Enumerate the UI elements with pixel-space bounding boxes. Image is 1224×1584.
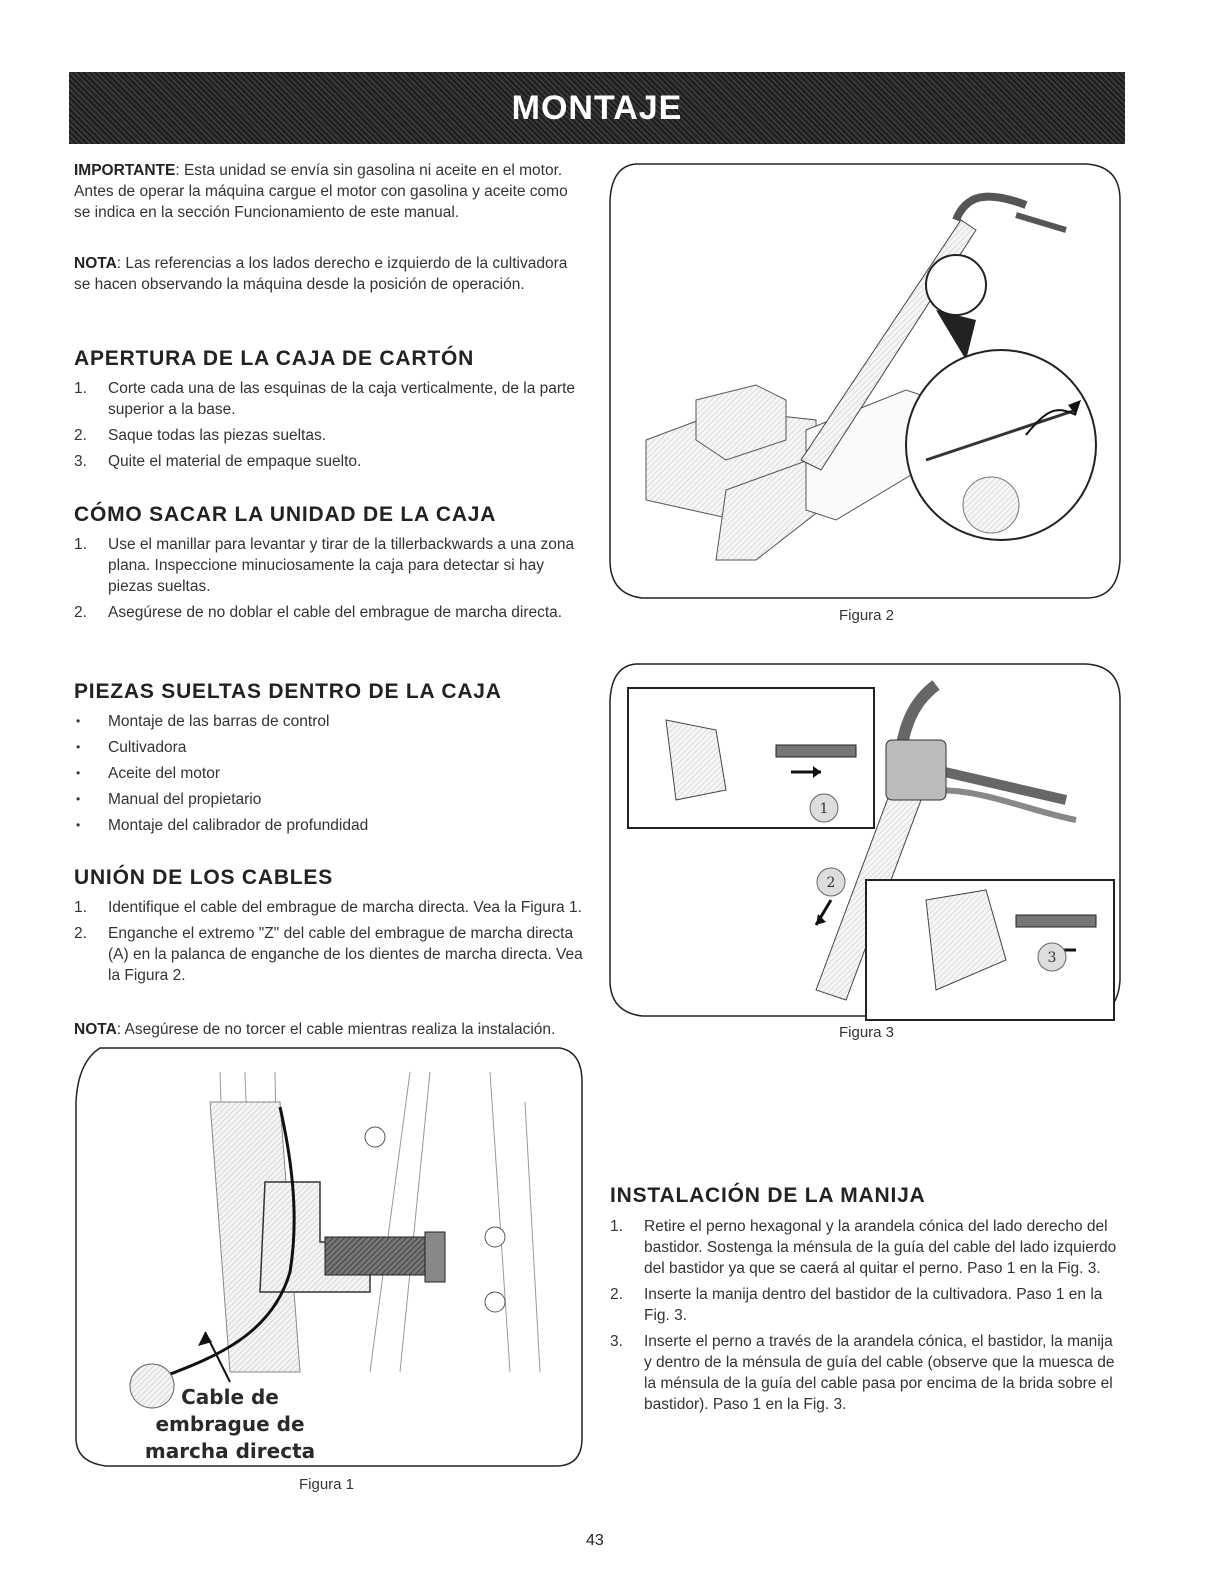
list-item	[72, 897, 587, 918]
item-text: Manual del propietario	[108, 791, 262, 808]
bullet: •	[76, 818, 81, 832]
figure-3-illustration	[606, 660, 1126, 1022]
figure-2-caption: Figura 2	[839, 607, 895, 624]
item-text: Retire el perno hexagonal y la arandela cónica del lado derecho del bastidor. Sostenga la ménsula de la guía del cable del lado izquierdo del bastidor ya que se caerá al quitar el perno. Paso 1 en la Fig. 3.	[644, 1218, 1117, 1277]
item-number: 1.	[74, 536, 87, 553]
heading-union: UNIÓN DE LOS CABLES	[74, 866, 334, 889]
section-banner	[69, 72, 1125, 144]
important-text: : Esta unidad se envía sin gasolina ni aceite en el motor. Antes de operar la máquina cargue el motor con gasolina y aceite como se indica en la sección Funcionamiento de este manual.	[74, 162, 568, 221]
figure-3-caption: Figura 3	[839, 1024, 895, 1041]
list-item	[72, 425, 582, 446]
list-apertura	[72, 378, 582, 477]
item-text: Saque todas las piezas sueltas.	[108, 427, 326, 444]
item-number: 1.	[74, 380, 87, 397]
item-number: 2.	[610, 1286, 623, 1303]
page-number: 43	[586, 1532, 604, 1549]
item-text: Inserte el perno a través de la arandela cónica, el bastidor, la manija y dentro de la ménsula de guía del cable (observe que la muesca de la ménsula de la guía del cable pasa por encima de la brida sobre el bastidor). Paso 1 en la Fig. 3.	[644, 1333, 1115, 1413]
list-item	[72, 763, 582, 784]
step-1-label: 1	[819, 801, 829, 817]
list-item	[72, 923, 587, 986]
step-3-label: 3	[1047, 950, 1057, 966]
important-label: IMPORTANTE	[74, 162, 176, 179]
note-text: : Las referencias a los lados derecho e izquierdo de la cultivadora se hacen observando la máquina desde la posición de operación.	[74, 255, 568, 293]
list-item	[72, 815, 582, 836]
list-piezas	[72, 711, 582, 841]
intro-important	[74, 160, 584, 223]
figure-1-caption: Figura 1	[299, 1476, 355, 1493]
item-number: 3.	[74, 453, 87, 470]
note-label: NOTA	[74, 255, 117, 272]
list-item	[72, 789, 582, 810]
item-number: 3.	[610, 1333, 623, 1350]
item-text: Identifique el cable del embrague de marcha directa. Vea la Figura 1.	[108, 899, 582, 916]
label-line: Cable de	[181, 1385, 279, 1409]
note-label: NOTA	[74, 1021, 117, 1038]
bullet: •	[76, 740, 81, 754]
item-text: Enganche el extremo "Z" del cable del embrague de marcha directa (A) en la palanca de enganche de los dientes de marcha directa. Vea la Figura 2.	[108, 925, 583, 984]
item-text: Montaje del calibrador de profundidad	[108, 817, 369, 834]
heading-piezas: PIEZAS SUELTAS DENTRO DE LA CAJA	[74, 680, 502, 703]
list-item	[72, 378, 582, 420]
banner-title: MONTAJE	[511, 88, 683, 127]
item-text: Corte cada una de las esquinas de la caja verticalmente, de la parte superior a la base.	[108, 380, 576, 418]
item-number: 1.	[610, 1218, 623, 1235]
item-number: 2.	[74, 604, 87, 621]
label-line: embrague de	[155, 1412, 305, 1436]
figure-2-illustration	[606, 160, 1126, 602]
list-item	[72, 602, 582, 623]
item-number: 1.	[74, 899, 87, 916]
step-2-label: 2	[826, 875, 836, 891]
list-item	[72, 737, 582, 758]
list-item	[72, 534, 582, 597]
figure-1-label	[140, 1384, 320, 1465]
intro-note	[74, 253, 584, 295]
bullet: •	[76, 766, 81, 780]
item-text: Montaje de las barras de control	[108, 713, 330, 730]
item-text: Quite el material de empaque suelto.	[108, 453, 362, 470]
list-sacar	[72, 534, 582, 628]
item-number: 2.	[74, 427, 87, 444]
item-text: Aceite del motor	[108, 765, 220, 782]
item-text: Asegúrese de no doblar el cable del embrague de marcha directa.	[108, 604, 563, 621]
item-number: 2.	[74, 925, 87, 942]
union-note	[74, 1019, 594, 1040]
note-text: : Asegúrese de no torcer el cable mientras realiza la instalación.	[116, 1021, 556, 1038]
item-text: Use el manillar para levantar y tirar de la tillerbackwards a una zona plana. Inspeccione minuciosamente la caja para detectar si hay piezas sueltas.	[108, 536, 575, 595]
list-union	[72, 897, 587, 991]
bullet: •	[76, 714, 81, 728]
bullet: •	[76, 792, 81, 806]
label-line: marcha directa	[144, 1439, 316, 1463]
list-item	[608, 1216, 1123, 1279]
list-item	[608, 1331, 1123, 1415]
heading-manija: INSTALACIÓN DE LA MANIJA	[610, 1184, 926, 1207]
heading-apertura: APERTURA DE LA CAJA DE CARTÓN	[74, 347, 475, 370]
heading-sacar: CÓMO SACAR LA UNIDAD DE LA CAJA	[74, 503, 497, 526]
list-item	[72, 451, 582, 472]
item-text: Cultivadora	[108, 739, 187, 756]
list-item	[608, 1284, 1123, 1326]
list-manija	[608, 1216, 1123, 1420]
item-text: Inserte la manija dentro del bastidor de la cultivadora. Paso 1 en la Fig. 3.	[644, 1286, 1103, 1324]
list-item	[72, 711, 582, 732]
